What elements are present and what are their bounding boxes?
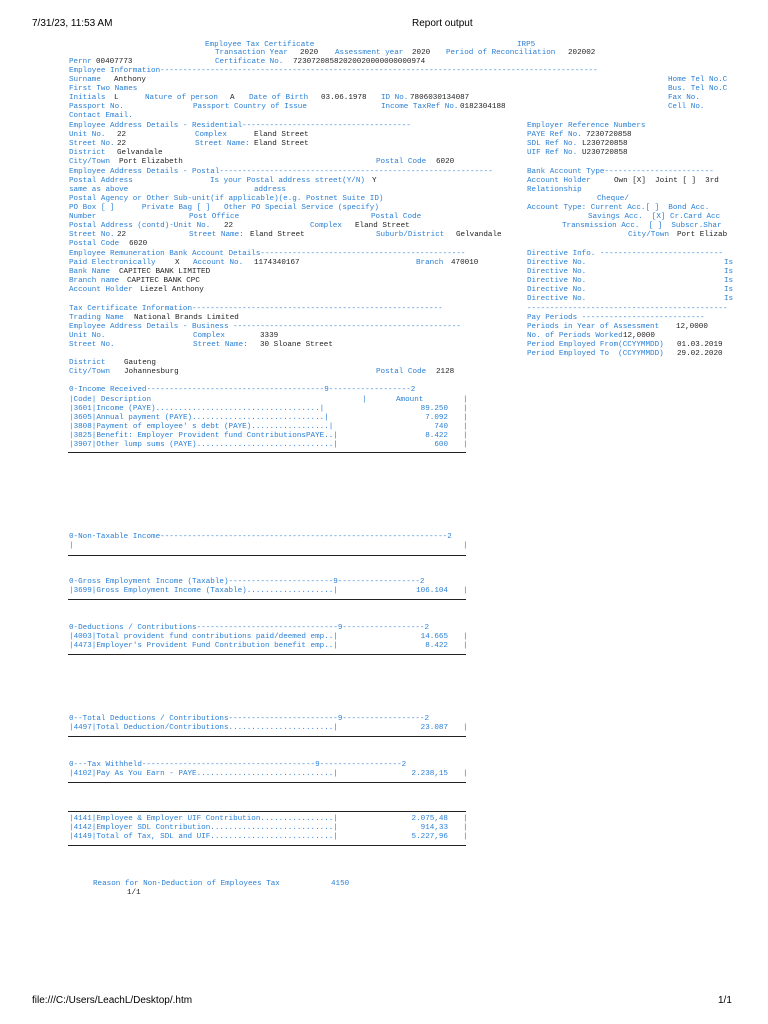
directive-row: Directive No. [527,286,587,294]
res-district-label: District [69,149,106,157]
table-row: |4141|Employee & Employer UIF Contribution................| [69,815,338,823]
same-address-answer: Y [372,177,377,185]
surname-label: Surname [69,76,101,84]
account-holder-options: Own [X] Joint [ ] 3rd [614,177,719,185]
postal-contd-label: Postal Address (contd)-Unit No. [69,222,211,230]
row-amount: 89.250 [420,405,448,413]
table-row: |3907|Other lump sums (PAYE)..............................| [69,441,338,449]
table-row: |4003|Total provident fund contributions paid/deemed emp..| [69,633,338,641]
trading-name-label: Trading Name [69,314,124,322]
table-row: |4102|Pay As You Earn - PAYE..............................| [69,770,338,778]
col-sep: | [463,423,468,431]
table-row: |4142|Employer SDL Contribution...........................| [69,824,338,832]
passport-label: Passport No. [69,103,124,111]
table-rule [68,845,466,846]
pernr-label: Pernr [69,58,92,66]
postal-complex: Eland Street [355,222,410,230]
res-streetname-label: Street Name: [195,140,250,148]
table-row: |3808|Payment of employee' s debt (PAYE).................| [69,423,334,431]
pay-periods-header: Pay Periods --------------------------- [527,314,705,322]
cheque-label: Cheque/ [597,195,629,203]
table-row: |4149|Total of Tax, SDL and UIF...........................| [69,833,338,841]
res-unit-label: Unit No. [69,131,106,139]
bus-district-label: District [69,359,106,367]
row-amount: 2.238,15 [411,770,448,778]
residential-header: Employee Address Details - Residential------------------------------------- [69,122,411,130]
postal-agency-line: Postal Agency or Other Sub-unit(if applicable)(e.g. Postnet Suite ID) [69,195,384,203]
postal-complex-label: Complex [310,222,342,230]
employee-info-header: Employee Information------------------------------------------------------------------------------------------------ [69,67,598,75]
directive-row: Directive No. [527,295,587,303]
print-title: Report output [412,18,473,29]
postal-streetname: Eland Street [250,231,305,239]
res-postal: 6020 [436,158,455,166]
branch-label: Branch [416,259,444,267]
row-amount: 14.665 [420,633,448,641]
employer-ref-header: Employer Reference Numbers [527,122,646,130]
id-label: ID No. [381,94,409,102]
directive-row: Directive No. [527,277,587,285]
bank-name-label: Bank Name [69,268,111,276]
row-amount: 8.422 [425,642,448,650]
postal-street-label: Street No. [69,231,115,239]
suburb: Gelvandale [456,231,502,239]
row-amount: 23.087 [420,724,448,732]
col-sep: | [463,587,468,595]
res-city: Port Elizabeth [119,158,183,166]
bus-complex: 3339 [260,332,279,340]
table-row: |3825|Benefit: Employer Provident fund ContributionsPAYE..| [69,432,338,440]
reconciliation-label: Period of Reconciliation [446,49,556,57]
bus-district: Gauteng [124,359,156,367]
initials-label: Initials [69,94,106,102]
print-url: file:///C:/Users/LeachL/Desktop/.htm [32,995,193,1006]
bus-city: Johannesburg [124,368,179,376]
certificate-no-label: Certificate No. [215,58,284,66]
bank-header: Employee Remuneration Bank Account Details--------------------------------------------- [69,250,466,258]
bus-city-label: City/Town [69,368,111,376]
employed-from: 01.03.2019 [677,341,723,349]
fax-label: Fax No. [668,94,700,102]
paye-ref-label: PAYE Ref No. [527,131,582,139]
postal-address-label: Postal Address [69,177,133,185]
cert-title: Employee Tax Certificate [205,41,315,49]
branch-name: CAPITEC BANK CPC [127,277,200,285]
bank-name: CAPITEC BANK LIMITED [119,268,211,276]
res-complex-label: Complex [195,131,227,139]
table-row: |4497|Total Deduction/Contributions.......................| [69,724,338,732]
bus-street-label: Street No. [69,341,115,349]
tax-withheld-header: 0---Tax Withheld--------------------------------------9------------------2 [69,761,407,769]
business-header: Employee Address Details - Business -------------------------------------------------- [69,323,461,331]
sdl-ref: L230720858 [582,140,628,148]
directive-header: Directive Info. --------------------------- [527,250,723,258]
bank-city-label: City/Town [628,231,670,239]
res-street-label: Street No. [69,140,115,148]
reason-label: Reason for Non-Deduction of Employees Tax [93,880,280,888]
bus-streetname: 30 Sloane Street [260,341,333,349]
branch-code: 470010 [451,259,479,267]
cert-form: IRP5 [517,41,536,49]
res-district: Gelvandale [117,149,163,157]
nature-label: Nature of person [145,94,218,102]
col-sep: | [362,396,367,404]
po-box-line: PO Box [ ] Private Bag [ ] Other PO Special Service (specify) [69,204,379,212]
nature: A [230,94,235,102]
row-amount: 600 [434,441,448,449]
email-label: Contact Email. [69,112,133,120]
post-office-label: Post Office [189,213,240,221]
account-holder: Liezel Anthony [140,286,204,294]
col-sep: | [463,414,468,422]
row-amount: 8.422 [425,432,448,440]
taxref: 0182304188 [460,103,506,111]
uif-ref: U230720858 [582,149,628,157]
employed-to-label: Period Employed To (CCYYMMDD) [527,350,664,358]
number-label: Number [69,213,97,221]
table-rule [68,654,466,655]
paid-electronically: X [175,259,180,267]
col-sep: | [463,815,468,823]
employed-to: 29.02.2020 [677,350,723,358]
col-sep: | [463,405,468,413]
transmission-line: Transmission Acc. [ ] Subscr.Shar [562,222,722,230]
employed-from-label: Period Employed From(CCYYMMDD) [527,341,664,349]
col-sep: | [463,396,468,404]
postal-header: Employee Address Details - Postal------------------------------------------------------------ [69,168,493,176]
reconciliation-period: 202002 [568,49,596,57]
row-amount: 106.104 [416,587,448,595]
first-names-label: First Two Names [69,85,138,93]
income-col-amount: Amount [396,396,424,404]
table-rule [68,811,466,812]
pernr: 00407773 [96,58,133,66]
table-rule [68,452,466,453]
table-row: |4473|Employer's Provident Fund Contribution benefit emp..| [69,642,338,650]
directive-is: Is [724,259,734,267]
table-rule [68,736,466,737]
table-row: |3605|Annual payment (PAYE).............................| [69,414,329,422]
col-sep: | [463,770,468,778]
initials: L [114,94,119,102]
res-unit: 22 [117,131,127,139]
certificate-no: 72307208582020020000000000974 [293,58,426,66]
col-sep: | [463,833,468,841]
row-amount: 740 [434,423,448,431]
directive-is: Is [724,268,734,276]
cell-label: Cell No. [668,103,705,111]
paye-ref: 7230720858 [586,131,632,139]
bus-tel-label: Bus. Tel No.C [668,85,728,93]
gross-header: 0-Gross Employment Income (Taxable)-----------------------9------------------2 [69,578,425,586]
dob-label: Date of Birth [249,94,309,102]
table-rule [68,782,466,783]
res-postal-label: Postal Code [376,158,427,166]
surname: Anthony [114,76,146,84]
postal-code-col-label: Postal Code [371,213,422,221]
res-street: 22 [117,140,127,148]
col-sep: | [463,441,468,449]
postal-street: 22 [117,231,127,239]
assessment-year-label: Assessment year [335,49,404,57]
print-datetime: 7/31/23, 11:53 AM [32,18,113,29]
home-tel-label: Home Tel No.C [668,76,728,84]
non-taxable-header: 0-Non-Taxable Income---------------------------------------------------------------2 [69,533,452,541]
passport-country-label: Passport Country of Issue [193,103,307,111]
uif-ref-label: UIF Ref No. [527,149,578,157]
deductions-header: 0-Deductions / Contributions-------------------------------9------------------2 [69,624,430,632]
table-rule [68,555,466,556]
bus-postal: 2128 [436,368,455,376]
directive-row: Directive No. [527,268,587,276]
periods-worked: 12,0000 [623,332,655,340]
res-city-label: City/Town [69,158,111,166]
periods-label: Periods in Year of Assessment [527,323,660,331]
res-streetname: Eland Street [254,140,309,148]
directive-is: Is [724,277,734,285]
row-amount: 2.075,48 [411,815,448,823]
table-row: |3601|Income (PAYE)....................................| [69,405,325,413]
table-rule [68,599,466,600]
account-no: 1174340167 [254,259,300,267]
same-as-above: same as above [69,186,129,194]
id-number: 7806030134087 [410,94,470,102]
col-sep: | [69,542,74,550]
postal-streetname-label: Street Name: [189,231,244,239]
same-address-question: Is your Postal address street(Y/N) [210,177,365,185]
reason-code: 4150 [331,880,350,888]
directive-is: Is [724,295,734,303]
page-number: 1/1 [127,889,141,897]
suburb-label: Suburb/District [376,231,445,239]
postal-code-label: Postal Code [69,240,120,248]
periods-worked-label: No. of Periods Worked [527,332,623,340]
row-amount: 914,33 [420,824,448,832]
col-sep: | [463,642,468,650]
row-amount: 5.227,96 [411,833,448,841]
bank-type-header: Bank Account Type------------------------ [527,168,714,176]
bus-unit-label: Unit No. [69,332,106,340]
income-col-code: |Code| Description [69,396,152,404]
paid-electronically-label: Paid Electronically [69,259,156,267]
savings-line: Savings Acc. [X] Cr.Card Acc [588,213,721,221]
col-sep: | [463,724,468,732]
account-holder-type-label: Account Holder [527,177,591,185]
income-header: 0-Income Received---------------------------------------9------------------2 [69,386,416,394]
table-row: |3699|Gross Employment Income (Taxable)...................| [69,587,338,595]
print-page: 1/1 [718,995,732,1006]
transaction-year-label: Transaction Year [215,49,288,57]
res-complex: Eland Street [254,131,309,139]
periods: 12,0000 [676,323,708,331]
row-amount: 7.092 [425,414,448,422]
sdl-ref-label: SDL Ref No. [527,140,578,148]
directive-row: Directive No. [527,259,587,267]
directive-is: Is [724,286,734,294]
trading-name: National Brands Limited [134,314,239,322]
account-holder-label: Account Holder [69,286,133,294]
branch-name-label: Branch name [69,277,120,285]
tax-cert-info-header: Tax Certificate Information------------------------------------------------------- [69,305,443,313]
account-type-line: Account Type: Current Acc.[ ] Bond Acc. [527,204,710,212]
postal-code: 6020 [129,240,148,248]
col-sep: | [463,824,468,832]
taxref-label: Income TaxRef No. [381,103,459,111]
col-sep: | [463,542,468,550]
transaction-year: 2020 [300,49,319,57]
assessment-year: 2020 [412,49,431,57]
col-sep: | [463,633,468,641]
bus-postal-label: Postal Code [376,368,427,376]
col-sep: | [463,432,468,440]
total-deductions-header: 0--Total Deductions / Contributions------------------------9------------------2 [69,715,430,723]
divider-line: -------------------------------------------- [527,305,728,313]
bus-streetname-label: Street Name: [193,341,248,349]
address-word: address [254,186,286,194]
dob: 03.06.1978 [321,94,367,102]
account-no-label: Account No. [193,259,244,267]
bus-complex-label: Complex [193,332,225,340]
postal-contd-unit: 22 [224,222,234,230]
relationship-label: Relationship [527,186,582,194]
bank-city: Port Elizab [677,231,728,239]
